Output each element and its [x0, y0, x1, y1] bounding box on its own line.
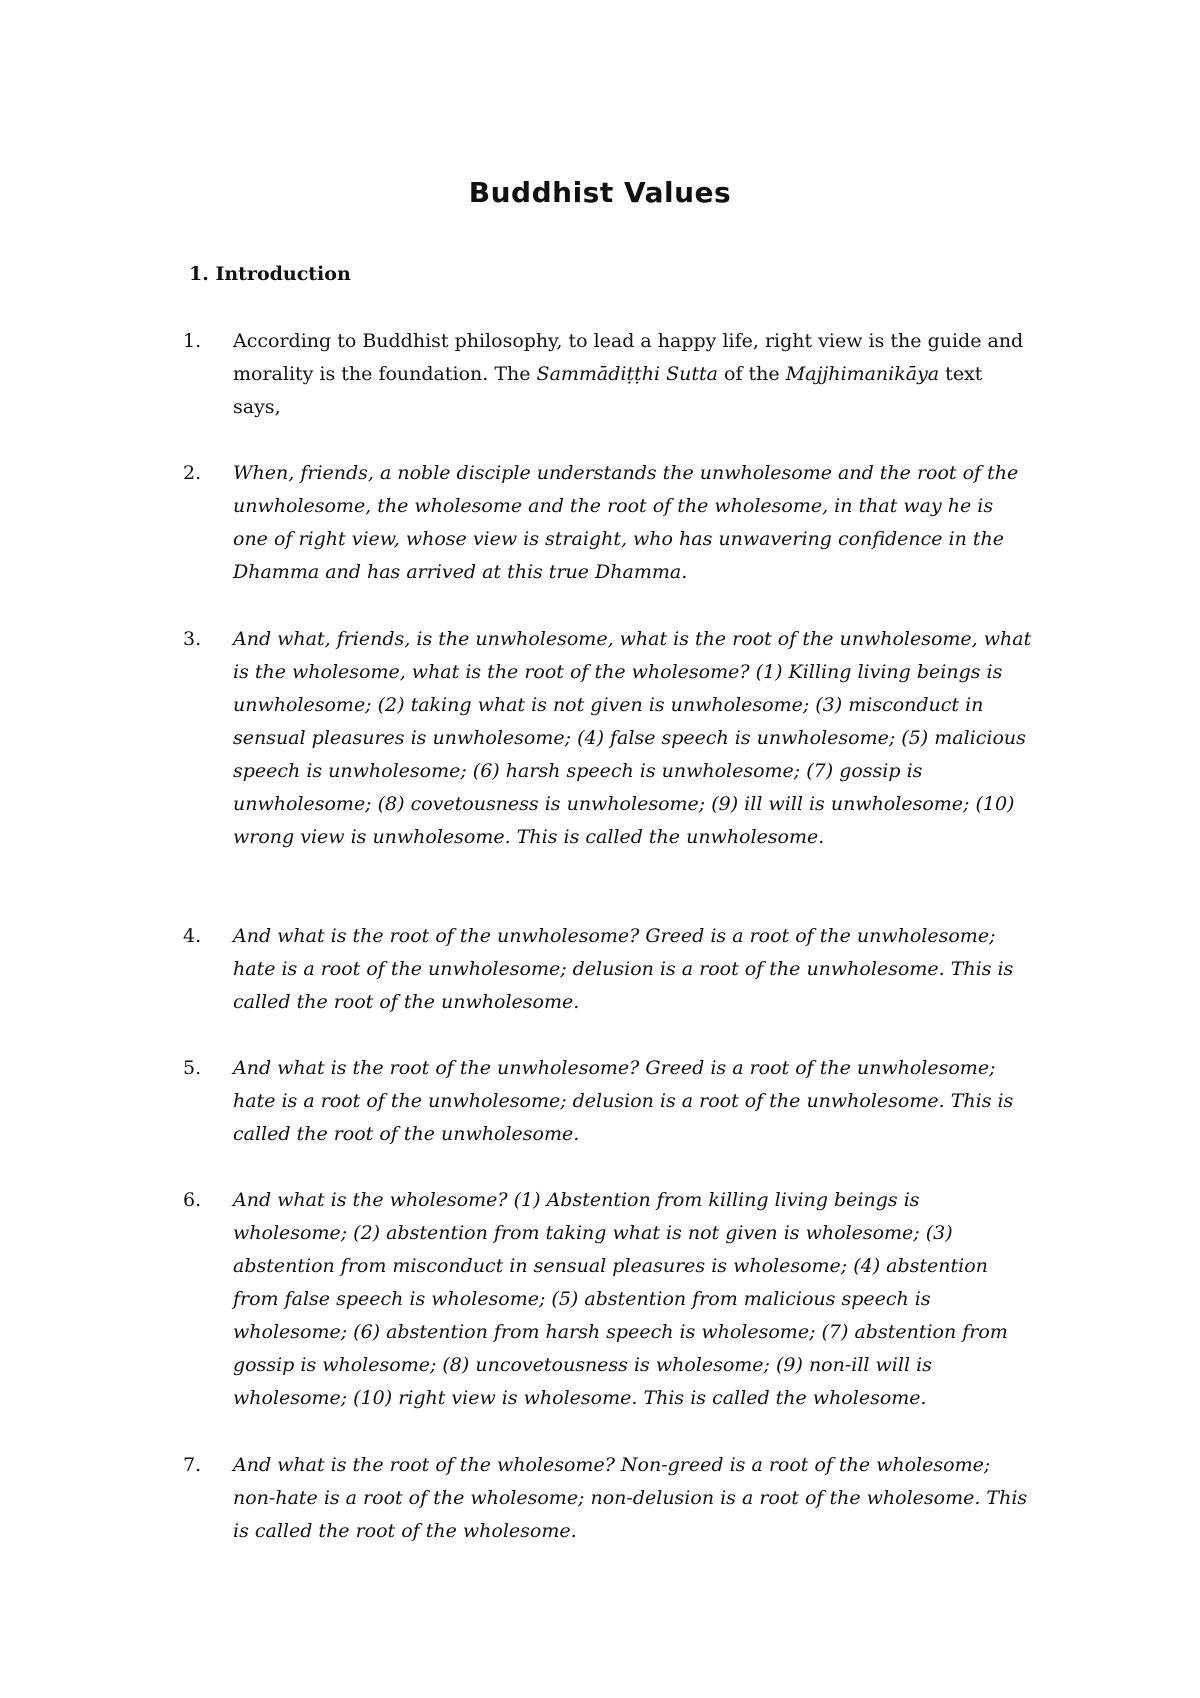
- sutta-name: Sammādiṭṭhi Sutta: [536, 363, 718, 385]
- list-item: [183, 1449, 1043, 1548]
- list-item-text: And what is the root of the unwholesome? Greed is a root of the unwholesome; hate is a root of the unwholesome; delusion is a root of the unwholesome. This is called the root of the unwholesome.: [233, 925, 1014, 1013]
- list-item-number: 4.: [183, 925, 202, 947]
- list-item-text: When, friends, a noble disciple understands the unwholesome and the root of the unwholesome, the wholesome and the root of the wholesome, in that way he is one of right view, whose view is straight, who has unwavering confidence in the Dhamma and has arrived at this true Dhamma.: [233, 462, 1019, 583]
- text-name: Majjhimanikāya: [785, 363, 940, 385]
- section-heading: 1. Introduction: [189, 263, 351, 285]
- list-item-number: 6.: [183, 1189, 202, 1211]
- list-item: [183, 920, 1043, 1019]
- list-item: [183, 623, 1043, 854]
- list-item-text: [233, 325, 1033, 424]
- list-item-text: And what, friends, is the unwholesome, what is the root of the unwholesome, what is the wholesome, what is the root of the wholesome? (1) Killing living beings is unwholesome; (2) taking what is not given is unwholesome; (3) misconduct in sensual pleasures is unwholesome; (4) false speech is unwholesome; (5) malicious speech is unwholesome; (6) harsh speech is unwholesome; (7) gossip is unwholesome; (8) covetousness is unwholesome; (9) ill will is unwholesome; (10) wrong view is unwholesome. This is called the unwholesome.: [233, 628, 1032, 848]
- list-item-number: 7.: [183, 1454, 202, 1476]
- text-segment: of the: [717, 363, 786, 385]
- list-item: [183, 1184, 1043, 1415]
- list-item-text: And what is the root of the unwholesome? Greed is a root of the unwholesome; hate is a root of the unwholesome; delusion is a root of the unwholesome. This is called the root of the unwholesome.: [233, 1057, 1014, 1145]
- list-item: [183, 325, 1043, 424]
- list-item-number: 5.: [183, 1057, 202, 1079]
- list-item-number: 1.: [183, 330, 202, 352]
- document-title: Buddhist Values: [468, 176, 732, 209]
- text-segment: text says,: [233, 363, 983, 418]
- list-item-number: 3.: [183, 628, 202, 650]
- list-item: [183, 457, 1043, 589]
- list-item: [183, 1052, 1043, 1151]
- list-item-number: 2.: [183, 462, 202, 484]
- text-segment: According to Buddhist philosophy, to lead a happy life, right view is the guide and morality is the foundation. The: [233, 330, 1024, 385]
- list-item-text: And what is the root of the wholesome? Non-greed is a root of the wholesome; non-hate is a root of the wholesome; non-delusion is a root of the wholesome. This is called the root of the wholesome.: [233, 1454, 1028, 1542]
- list-item-text: And what is the wholesome? (1) Abstention from killing living beings is wholesome; (2) abstention from taking what is not given is wholesome; (3) abstention from misconduct in sensual pleasures is wholesome; (4) abstention from false speech is wholesome; (5) abstention from malicious speech is wholesome; (6) abstention from harsh speech is wholesome; (7) abstention from gossip is wholesome; (8) uncovetousness is wholesome; (9) non-ill will is wholesome; (10) right view is wholesome. This is called the wholesome.: [233, 1189, 1008, 1409]
